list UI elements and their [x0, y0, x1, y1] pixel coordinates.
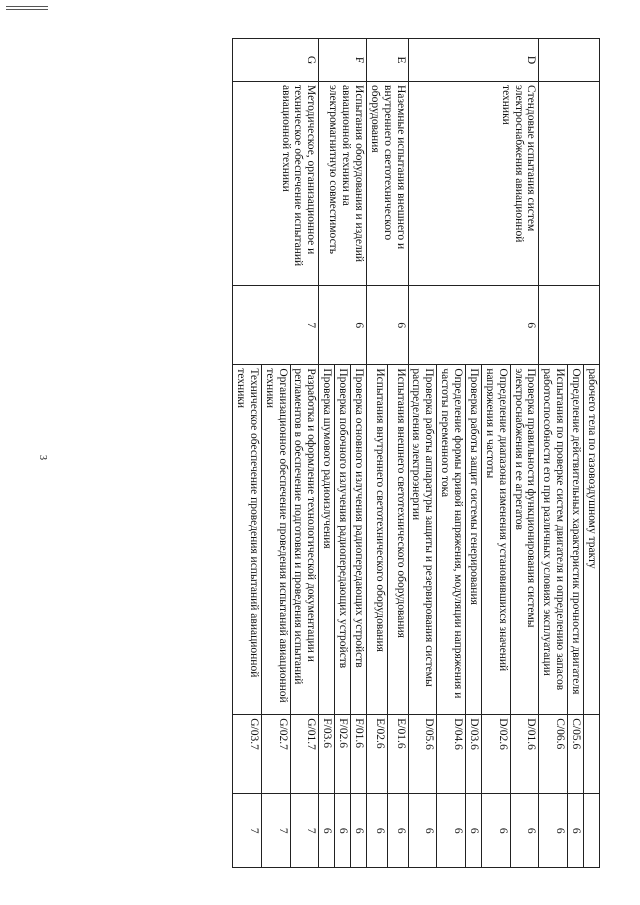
qualification-level: 6: [319, 285, 367, 364]
table-row: [290, 38, 319, 867]
labor-function: Разработка и оформление технологической документации и регламентов в обеспечение подготовки и проведения испытаний: [290, 364, 319, 714]
labor-function: Определение формы кривой напряжения, модуляции напряжения и частоты переменного тока: [437, 364, 466, 714]
function-code: F/02.6: [335, 714, 351, 793]
labor-function: Проверка шумового радиоизлучения: [319, 364, 335, 714]
qualification-level: 6: [408, 285, 539, 364]
function-level: 6: [510, 793, 539, 867]
qualification-level: 7: [233, 285, 319, 364]
function-level: [584, 793, 600, 867]
function-group-name: Стендовые испытания систем электроснабжения авиационной техники: [408, 81, 539, 285]
labor-function: Испытания внутреннего светотехнического оборудования: [367, 364, 388, 714]
function-level: 6: [568, 793, 584, 867]
function-group-letter: G: [233, 38, 319, 81]
function-code: [584, 714, 600, 793]
labor-function: Техническое обеспечение проведения испытаний авиационной техники: [233, 364, 262, 714]
function-level: 7: [261, 793, 290, 867]
table-row: [584, 38, 600, 867]
function-group-name: [539, 81, 600, 285]
labor-function: Испытания внешнего светотехнического оборудования: [387, 364, 408, 714]
labor-function: Проверка правильности функционирования системы электроснабжения и ее агрегатов: [510, 364, 539, 714]
function-code: G/02.7: [261, 714, 290, 793]
labor-function: Проверка работы защит системы генерирования: [466, 364, 482, 714]
table-row: [351, 38, 367, 867]
function-code: D/01.6: [510, 714, 539, 793]
function-code: F/03.6: [319, 714, 335, 793]
function-group-letter: [539, 38, 600, 81]
function-code: D/05.6: [408, 714, 437, 793]
labor-function: Проверка основного излучения радиопередающих устройств: [351, 364, 367, 714]
labor-function: Проверка побочного излучения радиопередающих устройств: [335, 364, 351, 714]
function-level: 6: [539, 793, 568, 867]
corner-mark: [6, 6, 48, 11]
function-level: 6: [387, 793, 408, 867]
function-level: 7: [233, 793, 262, 867]
page-number: 3: [37, 455, 48, 460]
function-group-name: Методическое, организационное и техническое обеспечение испытаний авиационной техники: [233, 81, 319, 285]
rotated-page: [40, 38, 600, 868]
table-row: [387, 38, 408, 867]
function-code: C/05.6: [568, 714, 584, 793]
qualification-level: [539, 285, 600, 364]
function-code: E/02.6: [367, 714, 388, 793]
function-level: 6: [408, 793, 437, 867]
function-level: 6: [335, 793, 351, 867]
function-level: 6: [466, 793, 482, 867]
labor-function: Испытания по проверке систем двигателя и определению запасов работоспособности его при различных условиях эксплуатации: [539, 364, 568, 714]
function-code: E/01.6: [387, 714, 408, 793]
labor-function: Определение диапазона изменения установившихся значений напряжения и частоты: [482, 364, 511, 714]
function-level: 6: [482, 793, 511, 867]
function-level: 6: [319, 793, 335, 867]
function-level: 6: [437, 793, 466, 867]
function-code: F/01.6: [351, 714, 367, 793]
function-group-name: Испытания оборудования и изделий авиационной техники на электромагнитную совместимость: [319, 81, 367, 285]
function-level: 7: [290, 793, 319, 867]
labor-function: рабочего тела по газовоздушному тракту: [584, 364, 600, 714]
labor-function: Организационное обеспечение проведения испытаний авиационной техники: [261, 364, 290, 714]
function-code: C/06.6: [539, 714, 568, 793]
function-code: D/04.6: [437, 714, 466, 793]
function-code: D/03.6: [466, 714, 482, 793]
function-level: 6: [367, 793, 388, 867]
labor-function: Определение действительных характеристик прочности двигателя: [568, 364, 584, 714]
functions-table: [232, 38, 600, 868]
function-group-letter: D: [408, 38, 539, 81]
function-code: D/02.6: [482, 714, 511, 793]
function-group-name: Наземные испытания внешнего и внутреннего светотехнического оборудования: [367, 81, 409, 285]
labor-function: Проверка работы аппаратуры защиты и резервирования системы распределения электроэнергии: [408, 364, 437, 714]
table-row: [510, 38, 539, 867]
function-code: G/01.7: [290, 714, 319, 793]
function-code: G/03.7: [233, 714, 262, 793]
function-level: 6: [351, 793, 367, 867]
qualification-level: 6: [367, 285, 409, 364]
function-group-letter: F: [319, 38, 367, 81]
function-group-letter: E: [367, 38, 409, 81]
